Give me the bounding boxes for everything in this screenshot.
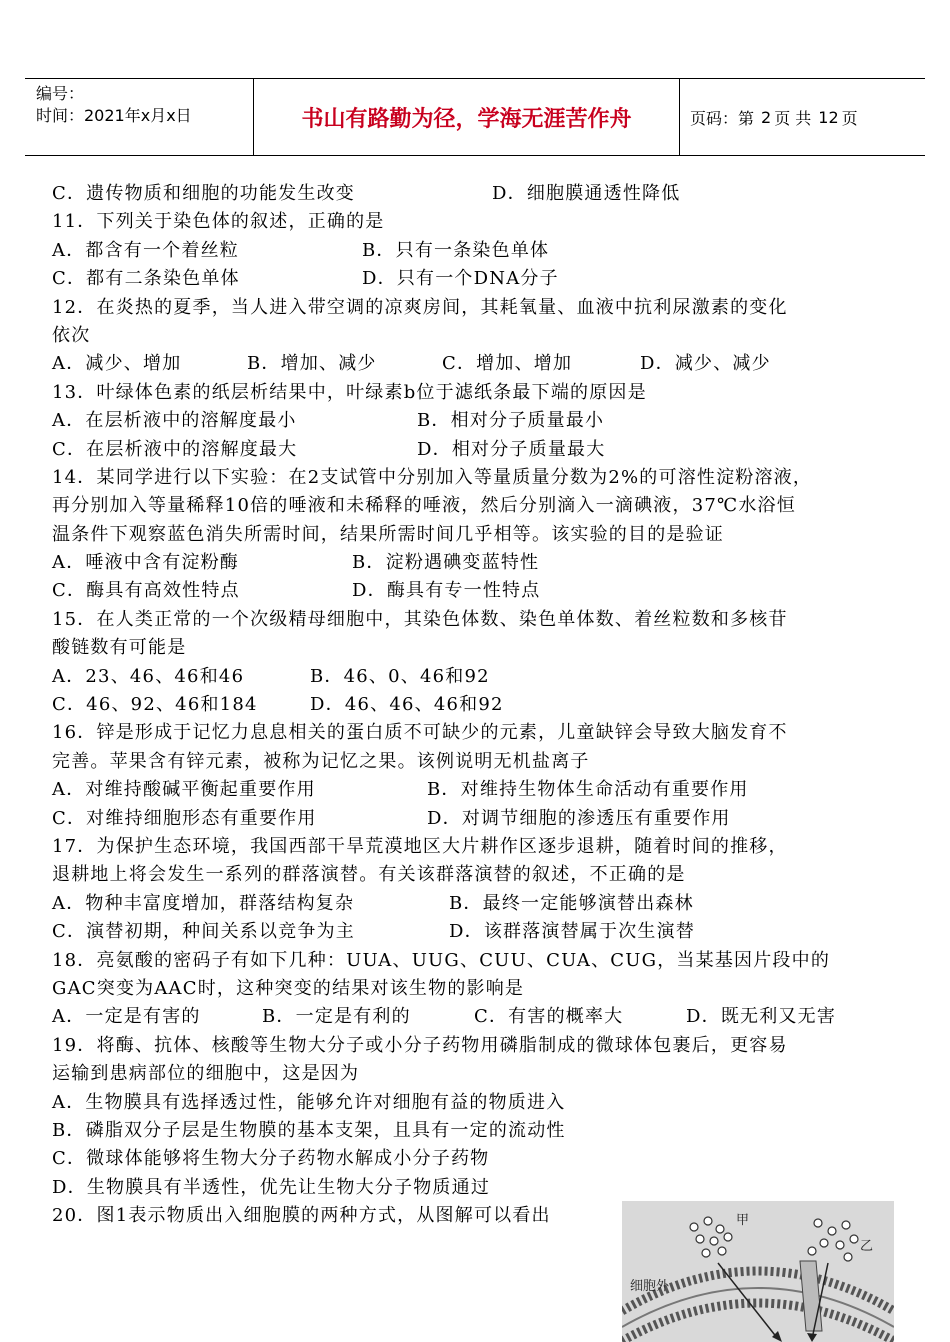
header-motto: 书山有路勤为径，学海无涯苦作舟 bbox=[254, 79, 680, 155]
text-line: 完善。苹果含有锌元素，被称为记忆之果。该例说明无机盐离子 bbox=[52, 750, 590, 772]
figure-membrane-transport bbox=[622, 1201, 894, 1342]
text-line: B．磷脂双分子层是生物膜的基本支架，且具有一定的流动性 bbox=[52, 1119, 566, 1141]
text-line: 温条件下观察蓝色消失所需时间，结果所需时间几乎相等。该实验的目的是验证 bbox=[52, 523, 724, 545]
text-line: GAC突变为AAC时，这种突变的结果对该生物的影响是 bbox=[52, 977, 525, 999]
answer-option: A．在层析液中的溶解度最小 bbox=[52, 410, 297, 432]
answer-option: D．46、46、46和92 bbox=[310, 694, 504, 716]
option-row bbox=[52, 237, 912, 265]
page-current: 2 bbox=[761, 107, 772, 127]
answer-option: A．一定是有害的 bbox=[52, 1006, 201, 1028]
answer-option: A．减少、增加 bbox=[52, 353, 182, 375]
answer-option: C．酶具有高效性特点 bbox=[52, 580, 240, 602]
header-meta bbox=[25, 79, 254, 155]
figure-label-jia: 甲 bbox=[736, 1213, 750, 1228]
text-line: 依次 bbox=[52, 324, 91, 346]
figure-label-yi: 乙 bbox=[860, 1239, 874, 1254]
option-row bbox=[52, 549, 912, 577]
answer-option: B．增加、减少 bbox=[247, 353, 377, 375]
header-page-info bbox=[680, 79, 925, 155]
option-row bbox=[52, 1003, 912, 1031]
option-row bbox=[52, 180, 912, 208]
option-row bbox=[52, 890, 912, 918]
text-line: 17．为保护生态环境，我国西部干旱荒漠地区大片耕作区逐步退耕，随着时间的推移， bbox=[52, 835, 788, 857]
header-time: 时间：2021年x月x日 bbox=[36, 106, 192, 125]
membrane-diagram bbox=[622, 1201, 894, 1342]
text-line: 再分别加入等量稀释10倍的唾液和未稀释的唾液，然后分别滴入一滴碘液，37℃水浴恒 bbox=[52, 495, 796, 517]
answer-option: A．物种丰富度增加，群落结构复杂 bbox=[52, 892, 355, 914]
answer-option: B．淀粉遇碘变蓝特性 bbox=[352, 552, 540, 574]
answer-option: B．只有一条染色单体 bbox=[362, 239, 550, 261]
option-row bbox=[52, 407, 912, 435]
page-suffix: 页 bbox=[841, 108, 858, 128]
answer-option: D．相对分子质量最大 bbox=[417, 438, 606, 460]
option-row bbox=[52, 663, 912, 691]
answer-option: A．对维持酸碱平衡起重要作用 bbox=[52, 779, 316, 801]
answer-option: D．酶具有专一性特点 bbox=[352, 580, 541, 602]
answer-option: D．只有一个DNA分子 bbox=[362, 268, 559, 290]
answer-option: A．唾液中含有淀粉酶 bbox=[52, 552, 239, 574]
answer-option: B．相对分子质量最小 bbox=[417, 410, 605, 432]
text-line: 18．亮氨酸的密码子有如下几种：UUA、UUG、CUU、CUA、CUG，当某基因片段中的 bbox=[52, 949, 831, 971]
answer-option: C．对维持细胞形态有重要作用 bbox=[52, 807, 317, 829]
option-row bbox=[52, 265, 912, 293]
answer-option: C．都有二条染色单体 bbox=[52, 268, 240, 290]
option-row bbox=[52, 691, 912, 719]
text-line: 退耕地上将会发生一系列的群落演替。有关该群落演替的叙述，不正确的是 bbox=[52, 864, 686, 886]
text-line: 19．将酶、抗体、核酸等生物大分子或小分子药物用磷脂制成的微球体包裹后，更容易 bbox=[52, 1034, 788, 1056]
text-line: 12．在炎热的夏季，当人进入带空调的凉爽房间，其耗氧量、血液中抗利尿激素的变化 bbox=[52, 296, 788, 318]
answer-option: D．对调节细胞的渗透压有重要作用 bbox=[427, 807, 731, 829]
text-line: 20．图1表示物质出入细胞膜的两种方式，从图解可以看出 bbox=[52, 1205, 551, 1227]
option-row bbox=[52, 436, 912, 464]
text-line: 11．下列关于染色体的叙述，正确的是 bbox=[52, 211, 385, 233]
option-row bbox=[52, 577, 912, 605]
answer-option: C．遗传物质和细胞的功能发生改变 bbox=[52, 183, 355, 204]
option-row bbox=[52, 350, 912, 378]
text-line: 15．在人类正常的一个次级精母细胞中，其染色体数、染色单体数、着丝粒数和多核苷 bbox=[52, 608, 788, 630]
text-line: D．生物膜具有半透性，优先让生物大分子物质通过 bbox=[52, 1176, 491, 1198]
text-line: 13．叶绿体色素的纸层析结果中，叶绿素b位于滤纸条最下端的原因是 bbox=[52, 381, 647, 403]
option-row bbox=[52, 776, 912, 804]
option-row bbox=[52, 918, 912, 946]
answer-option: D．既无利又无害 bbox=[686, 1006, 837, 1028]
answer-option: A．23、46、46和46 bbox=[52, 665, 245, 687]
page-prefix: 页码：第 bbox=[690, 108, 755, 128]
text-line: C．微球体能够将生物大分子药物水解成小分子药物 bbox=[52, 1148, 490, 1170]
header-number: 编号： bbox=[36, 84, 85, 103]
text-line: 运输到患病部位的细胞中，这是因为 bbox=[52, 1063, 360, 1085]
text-line: 16．锌是形成于记忆力息息相关的蛋白质不可缺少的元素，儿童缺锌会导致大脑发育不 bbox=[52, 722, 788, 744]
answer-option: B．最终一定能够演替出森林 bbox=[449, 892, 694, 914]
question-body bbox=[52, 180, 912, 1230]
page-total: 12 bbox=[818, 107, 839, 127]
page-header bbox=[25, 78, 925, 156]
text-line: 酸链数有可能是 bbox=[52, 637, 187, 659]
answer-option: C．有害的概率大 bbox=[474, 1006, 624, 1028]
text-line: 14．某同学进行以下实验：在2支试管中分别加入等量质量分数为2%的可溶性淀粉溶液， bbox=[52, 466, 813, 488]
text-line: A．生物膜具有选择透过性，能够允许对细胞有益的物质进入 bbox=[52, 1091, 566, 1113]
answer-option: C．增加、增加 bbox=[442, 353, 573, 375]
answer-option: D．细胞膜通透性降低 bbox=[492, 183, 681, 204]
answer-option: D．该群落演替属于次生演替 bbox=[449, 921, 696, 943]
option-row bbox=[52, 805, 912, 833]
answer-option: D．减少、减少 bbox=[640, 353, 771, 375]
answer-option: C．46、92、46和184 bbox=[52, 694, 258, 716]
answer-option: C．演替初期，种间关系以竞争为主 bbox=[52, 921, 355, 943]
answer-option: B．一定是有利的 bbox=[262, 1006, 411, 1028]
answer-option: B．46、0、46和92 bbox=[310, 665, 490, 687]
figure-label-outside: 细胞外 bbox=[630, 1279, 670, 1294]
answer-option: B．对维持生物体生命活动有重要作用 bbox=[427, 779, 749, 801]
page-mid: 页 共 bbox=[774, 108, 812, 128]
answer-option: C．在层析液中的溶解度最大 bbox=[52, 438, 298, 460]
answer-option: A．都含有一个着丝粒 bbox=[52, 239, 239, 261]
